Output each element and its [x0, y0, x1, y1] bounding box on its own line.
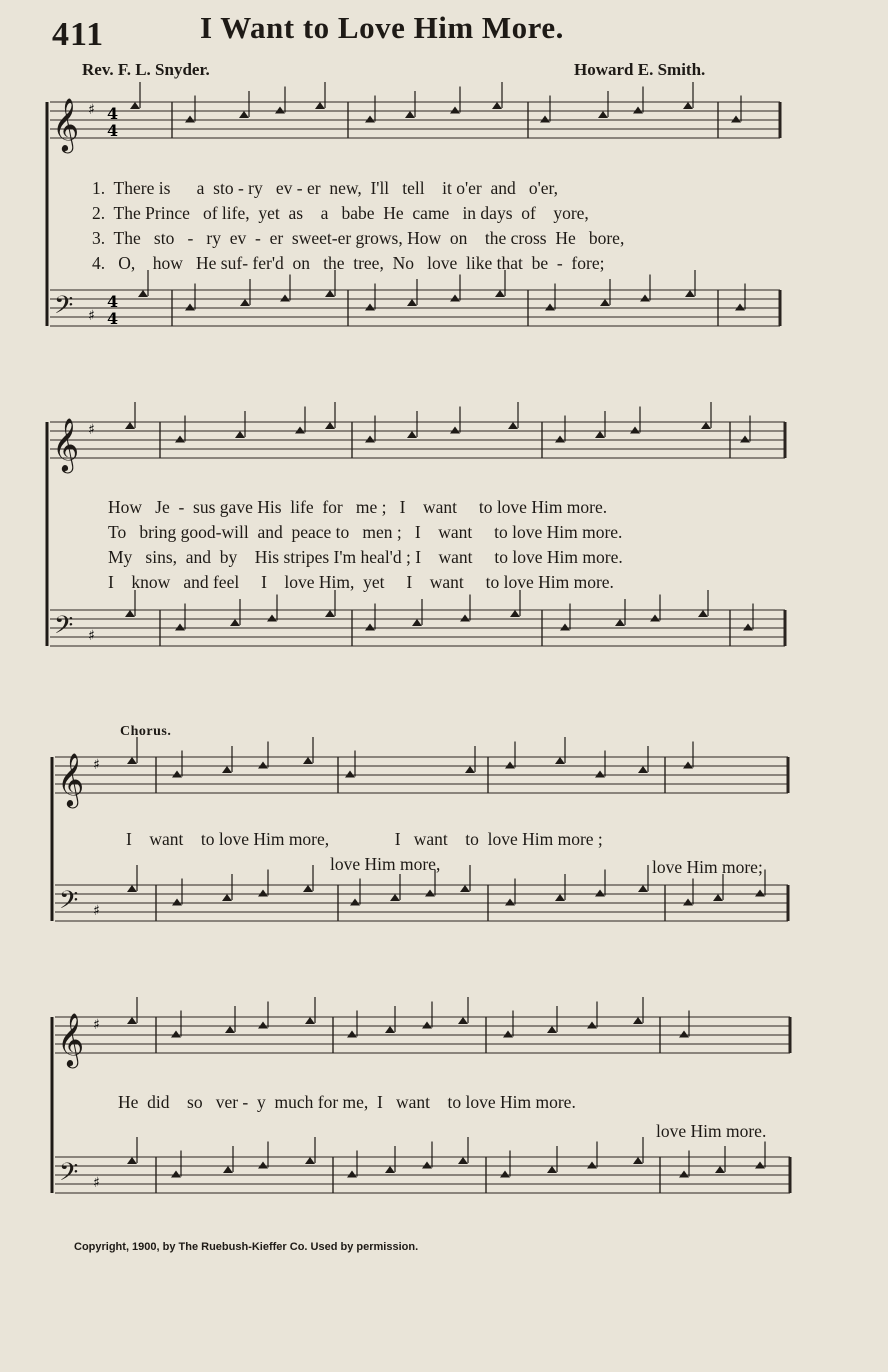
shape-note [500, 1171, 510, 1178]
shape-note [547, 1166, 557, 1173]
shape-note [560, 624, 570, 631]
music-system-4 [0, 1005, 888, 1235]
shape-note [412, 619, 422, 626]
shape-note [365, 116, 375, 123]
shape-note [405, 111, 415, 118]
shape-note [743, 624, 753, 631]
shape-note [633, 1017, 643, 1024]
shape-note [305, 1017, 315, 1024]
shape-note [555, 757, 565, 764]
verse-2-line-1: 2. The Prince of life, yet as a babe He came in days of yore, [92, 203, 589, 223]
shape-note [630, 427, 640, 434]
shape-note [633, 107, 643, 114]
shape-note [595, 890, 605, 897]
shape-note [127, 757, 137, 764]
shape-note [125, 610, 135, 617]
shape-note [365, 624, 375, 631]
shape-note [595, 771, 605, 778]
chorus-label: Chorus. [120, 724, 172, 739]
shape-note [315, 102, 325, 109]
shape-note [450, 427, 460, 434]
shape-note [365, 436, 375, 443]
sharp-icon: ♯ [93, 903, 100, 919]
shape-note [295, 427, 305, 434]
shape-note [325, 422, 335, 429]
shape-note [505, 899, 515, 906]
time-signature-lower: 4 [107, 309, 119, 328]
shape-note [350, 899, 360, 906]
bass-staff [55, 1157, 790, 1193]
shape-note [495, 290, 505, 297]
shape-note [640, 295, 650, 302]
shape-note [305, 1157, 315, 1164]
sharp-icon: ♯ [93, 757, 100, 773]
shape-note [172, 899, 182, 906]
shape-note [740, 436, 750, 443]
copyright-notice: Copyright, 1900, by The Ruebush-Kieffer Co. Used by permission. [74, 1241, 419, 1253]
shape-note [600, 299, 610, 306]
shape-note [458, 1017, 468, 1024]
shape-note [345, 771, 355, 778]
shape-note [222, 766, 232, 773]
shape-note [185, 116, 195, 123]
shape-note [138, 290, 148, 297]
shape-note [325, 610, 335, 617]
shape-note [235, 431, 245, 438]
shape-note [171, 1171, 181, 1178]
shape-note [755, 890, 765, 897]
shape-note [303, 885, 313, 892]
shape-note [555, 894, 565, 901]
treble-clef-icon: 𝄞 [57, 752, 85, 806]
shape-note [683, 899, 693, 906]
shape-note [492, 102, 502, 109]
composer-credit: Howard E. Smith. [574, 60, 706, 79]
shape-note [679, 1031, 689, 1038]
time-signature-lower: 4 [107, 121, 119, 140]
treble-staff [55, 1017, 790, 1053]
shape-note [390, 894, 400, 901]
shape-note [127, 1017, 137, 1024]
shape-note [547, 1026, 557, 1033]
shape-note [225, 1026, 235, 1033]
shape-note [239, 111, 249, 118]
shape-note [731, 116, 741, 123]
shape-note [422, 1022, 432, 1029]
shape-note [683, 762, 693, 769]
verse-4-line-1: 4. O, how He suf- fer'd on the tree, No love like that be - fore; [92, 253, 605, 273]
shape-note [385, 1166, 395, 1173]
shape-note [508, 422, 518, 429]
bass-staff [50, 290, 780, 326]
shape-note [223, 1166, 233, 1173]
shape-note [460, 885, 470, 892]
bass-clef-icon: 𝄢 [59, 1158, 79, 1193]
shape-note [450, 107, 460, 114]
sharp-icon: ♯ [93, 1017, 100, 1033]
shape-note [127, 885, 137, 892]
bass-clef-icon: 𝄢 [54, 291, 74, 326]
shape-note [650, 615, 660, 622]
sharp-icon: ♯ [88, 422, 95, 438]
shape-note [540, 116, 550, 123]
shape-note [422, 1162, 432, 1169]
verse-1-line-2: How Je - sus gave His life for me ; I want to love Him more. [108, 497, 608, 517]
shape-note [258, 1162, 268, 1169]
shape-note [172, 771, 182, 778]
bass-clef-icon: 𝄢 [59, 886, 79, 921]
chorus-echo-2: love Him more; [652, 857, 763, 877]
shape-note [240, 299, 250, 306]
treble-clef-icon: 𝄞 [52, 97, 80, 151]
verse-3-line-2: My sins, and by His stripes I'm heal'd ; I want to love Him more. [108, 547, 623, 567]
shape-note [125, 422, 135, 429]
shape-note [175, 624, 185, 631]
shape-note [679, 1171, 689, 1178]
bass-staff [55, 885, 788, 921]
shape-note [503, 1031, 513, 1038]
shape-note [460, 615, 470, 622]
shape-note [407, 431, 417, 438]
shape-note [615, 619, 625, 626]
shape-note [280, 295, 290, 302]
sharp-icon: ♯ [88, 102, 95, 118]
shape-note [505, 762, 515, 769]
shape-note [638, 766, 648, 773]
shape-note [595, 431, 605, 438]
shape-note [683, 102, 693, 109]
shape-note [275, 107, 285, 114]
shape-note [267, 615, 277, 622]
shape-note [347, 1171, 357, 1178]
shape-note [715, 1166, 725, 1173]
shape-note [685, 290, 695, 297]
shape-note [450, 295, 460, 302]
shape-note [222, 894, 232, 901]
shape-note [755, 1162, 765, 1169]
shape-note [458, 1157, 468, 1164]
shape-note [735, 304, 745, 311]
verse-1-line-1: 1. There is a sto - ry ev - er new, I'll tell it o'er and o'er, [92, 178, 559, 198]
chorus-echo-1: love Him more, [330, 854, 441, 874]
verse-2-line-2: To bring good-will and peace to men ; I want to love Him more. [108, 522, 623, 542]
sharp-icon: ♯ [88, 308, 95, 324]
treble-clef-icon: 𝄞 [52, 417, 80, 471]
shape-note [598, 111, 608, 118]
bass-staff [50, 610, 785, 646]
shape-note [175, 436, 185, 443]
shape-note [127, 1157, 137, 1164]
shape-note [713, 894, 723, 901]
shape-note [347, 1031, 357, 1038]
shape-note [633, 1157, 643, 1164]
shape-note [698, 610, 708, 617]
shape-note [258, 1022, 268, 1029]
verse-4-line-2: I know and feel I love Him, yet I want to love Him more. [108, 572, 614, 592]
time-signature-upper: 4 [107, 292, 119, 311]
treble-staff [55, 757, 788, 793]
music-system-3 [0, 745, 888, 955]
shape-note [555, 436, 565, 443]
shape-note [303, 757, 313, 764]
sharp-icon: ♯ [88, 628, 95, 644]
shape-note [545, 304, 555, 311]
chorus-line-2: He did so ver - y much for me, I want to love Him more. [118, 1092, 576, 1112]
shape-note [407, 299, 417, 306]
shape-note [510, 610, 520, 617]
lyricist-credit: Rev. F. L. Snyder. [82, 60, 210, 79]
shape-note [425, 890, 435, 897]
shape-note [465, 766, 475, 773]
shape-note [130, 102, 140, 109]
chorus-echo-3: love Him more. [656, 1121, 767, 1141]
hymn-title: I Want to Love Him More. [200, 10, 564, 45]
verse-3-line-1: 3. The sto - ry ev - er sweet-er grows, How on the cross He bore, [92, 228, 625, 248]
shape-note [171, 1031, 181, 1038]
shape-note [587, 1162, 597, 1169]
shape-note [325, 290, 335, 297]
shape-note [365, 304, 375, 311]
treble-clef-icon: 𝄞 [57, 1012, 85, 1066]
shape-note [230, 619, 240, 626]
shape-note [185, 304, 195, 311]
time-signature-upper: 4 [107, 104, 119, 123]
bass-clef-icon: 𝄢 [54, 611, 74, 646]
shape-note [701, 422, 711, 429]
chorus-line-1: I want to love Him more, I want to love Him more ; [126, 829, 603, 849]
sharp-icon: ♯ [93, 1175, 100, 1191]
shape-note [638, 885, 648, 892]
shape-note [258, 762, 268, 769]
shape-note [385, 1026, 395, 1033]
shape-note [258, 890, 268, 897]
shape-note [587, 1022, 597, 1029]
hymn-number: 411 [52, 16, 105, 53]
